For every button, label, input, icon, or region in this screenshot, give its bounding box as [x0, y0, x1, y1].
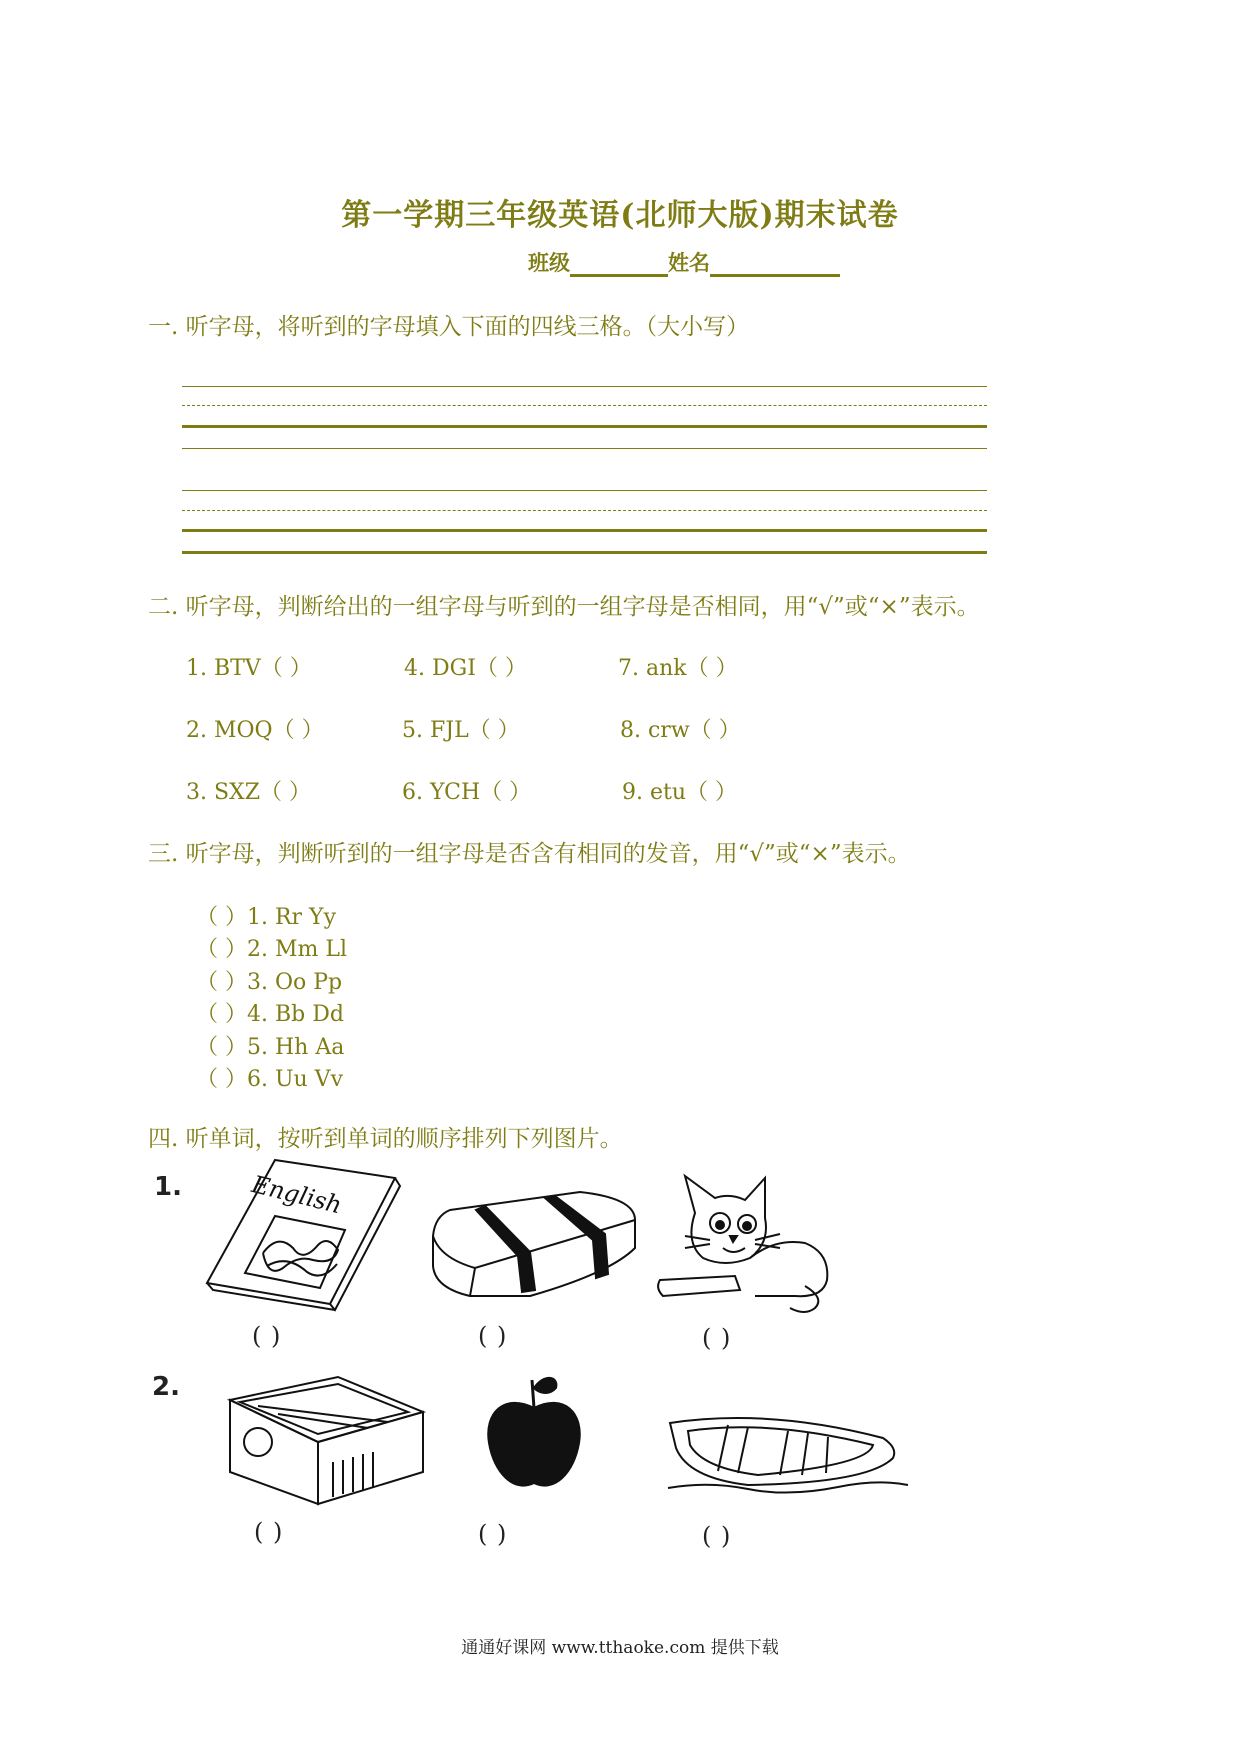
sound-item: （ ）4. Bb Dd: [196, 1002, 344, 1027]
letter-group-item: 4. DGI（ ）: [404, 656, 527, 681]
grid-line: [182, 529, 987, 532]
class-blank[interactable]: [570, 254, 668, 277]
boat-icon: [668, 1403, 908, 1498]
answer-blank[interactable]: ( ): [478, 1520, 508, 1548]
grid-line: [182, 490, 987, 491]
name-blank[interactable]: [710, 254, 840, 277]
letter-group-item: 8. crw（ ）: [620, 718, 741, 743]
section1-heading: 一. 听字母，将听到的字母填入下面的四线三格。（大小写）: [148, 314, 750, 340]
answer-blank[interactable]: ( ): [702, 1324, 732, 1352]
answer-blank[interactable]: ( ): [252, 1322, 282, 1350]
letter-group-item: 2. MOQ（ ）: [186, 718, 324, 743]
student-info: [528, 247, 840, 277]
page-title: 第一学期三年级英语(北师大版)期末试卷: [341, 198, 899, 233]
section3-heading: 三. 听字母，判断听到的一组字母是否含有相同的发音，用“√”或“×”表示。: [148, 841, 911, 867]
grid-line: [182, 405, 987, 406]
letter-group-item: 6. YCH（ ）: [402, 780, 532, 805]
sound-item: （ ）2. Mm Ll: [196, 937, 348, 962]
grid-line: [182, 386, 987, 387]
sound-item: （ ）1. Rr Yy: [196, 905, 337, 930]
cat-icon: [655, 1168, 840, 1313]
letter-group-item: 5. FJL（ ）: [402, 718, 520, 743]
sound-item: （ ）5. Hh Aa: [196, 1035, 345, 1060]
sound-item: （ ）6. Uu Vv: [196, 1067, 343, 1092]
grid-line: [182, 448, 987, 449]
pencil-box-icon: [218, 1372, 428, 1507]
name-label: 姓名: [668, 250, 710, 275]
letter-group-item: 1. BTV（ ）: [186, 656, 312, 681]
section4-heading: 四. 听单词，按听到单词的顺序排列下列图片。: [148, 1126, 623, 1152]
eraser-icon: [430, 1188, 640, 1300]
footer-text: 通通好课网 www.tthaoke.com 提供下载: [461, 1638, 779, 1658]
class-label: 班级: [528, 250, 570, 275]
grid-line: [182, 510, 987, 511]
grid-line: [182, 551, 987, 554]
answer-blank[interactable]: ( ): [702, 1522, 732, 1550]
grid-line: [182, 425, 987, 428]
letter-group-item: 3. SXZ（ ）: [186, 780, 311, 805]
answer-blank[interactable]: ( ): [254, 1518, 284, 1546]
sound-item: （ ）3. Oo Pp: [196, 970, 343, 995]
apple-icon: [484, 1368, 584, 1498]
book-cover-text: English: [249, 1170, 345, 1220]
section2-heading: 二. 听字母，判断给出的一组字母与听到的一组字母是否相同，用“√”或“×”表示。: [148, 594, 980, 620]
letter-group-item: 9. etu（ ）: [622, 780, 738, 805]
answer-blank[interactable]: ( ): [478, 1322, 508, 1350]
letter-group-item: 7. ank（ ）: [618, 656, 738, 681]
book-icon: [205, 1158, 400, 1308]
group-label: 2.: [152, 1372, 180, 1402]
group-label: 1.: [154, 1172, 182, 1202]
